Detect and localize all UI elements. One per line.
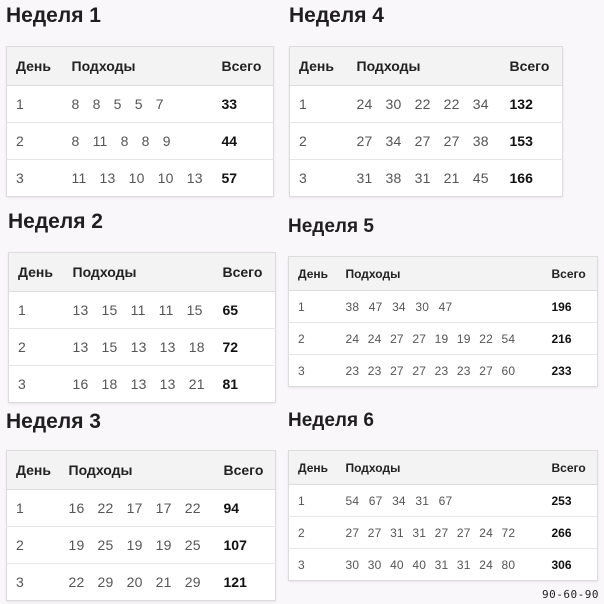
total-cell: 196: [543, 291, 598, 323]
day-cell: 2: [9, 329, 64, 366]
day-header: День: [7, 47, 63, 86]
day-cell: 2: [7, 123, 63, 160]
day-cell: 2: [289, 323, 337, 355]
total-cell: 153: [501, 123, 563, 160]
day-cell: 2: [290, 123, 348, 160]
sets-cell: 24 30 22 22 34: [348, 86, 501, 123]
week-2-table: [8, 252, 276, 403]
total-header: Всего: [543, 451, 598, 485]
table-row: [289, 355, 598, 387]
day-cell: 3: [7, 160, 63, 197]
total-cell: 266: [543, 517, 598, 549]
sets-header: Подходы: [64, 253, 214, 292]
table-header-row: [9, 253, 276, 292]
day-header: День: [9, 253, 64, 292]
table-header-row: [290, 47, 563, 86]
week-4-table: [289, 46, 563, 197]
table-row: [290, 123, 563, 160]
total-header: Всего: [214, 253, 276, 292]
week-1-title: Неделя 1: [6, 4, 101, 27]
table-row: [289, 485, 598, 517]
table-header-row: [289, 451, 598, 485]
day-cell: 1: [289, 291, 337, 323]
sets-cell: 8 11 8 8 9: [63, 123, 213, 160]
sets-header: Подходы: [348, 47, 501, 86]
table-row: [289, 517, 598, 549]
week-3-title: Неделя 3: [6, 410, 101, 433]
total-cell: 94: [215, 490, 276, 527]
table-row: [9, 366, 276, 403]
day-cell: 1: [7, 86, 63, 123]
day-cell: 1: [290, 86, 348, 123]
day-header: День: [7, 451, 60, 490]
table-row: [7, 490, 276, 527]
table-row: [7, 564, 276, 601]
day-cell: 3: [9, 366, 64, 403]
day-cell: 2: [289, 517, 337, 549]
sets-header: Подходы: [63, 47, 213, 86]
sets-cell: 27 34 27 27 38: [348, 123, 501, 160]
total-cell: 44: [213, 123, 274, 160]
sets-cell: 19 25 19 19 25: [60, 527, 215, 564]
week-4-title: Неделя 4: [289, 4, 384, 27]
sets-cell: 24 24 27 27 19 19 22 54: [337, 323, 543, 355]
sets-cell: 8 8 5 5 7: [63, 86, 213, 123]
sets-cell: 22 29 20 21 29: [60, 564, 215, 601]
sets-header: Подходы: [337, 451, 543, 485]
sets-cell: 27 27 31 31 27 27 24 72: [337, 517, 543, 549]
day-cell: 1: [9, 292, 64, 329]
table-row: [9, 329, 276, 366]
sets-cell: 13 15 11 11 15: [64, 292, 214, 329]
total-cell: 233: [543, 355, 598, 387]
total-cell: 121: [215, 564, 276, 601]
total-cell: 306: [543, 549, 598, 581]
table-row: [290, 86, 563, 123]
day-cell: 1: [7, 490, 60, 527]
day-header: День: [289, 451, 337, 485]
watermark: 90-60-90: [542, 588, 599, 601]
week-3-table: [6, 450, 276, 601]
day-cell: 3: [290, 160, 348, 197]
table-row: [7, 527, 276, 564]
day-cell: 2: [7, 527, 60, 564]
total-header: Всего: [215, 451, 276, 490]
table-row: [7, 86, 274, 123]
week-2-title: Неделя 2: [8, 210, 103, 233]
sets-cell: 23 23 27 27 23 23 27 60: [337, 355, 543, 387]
sets-cell: 13 15 13 13 18: [64, 329, 214, 366]
table-row: [7, 123, 274, 160]
sets-cell: 38 47 34 30 47: [337, 291, 543, 323]
total-cell: 57: [213, 160, 274, 197]
table-row: [289, 323, 598, 355]
day-header: День: [289, 257, 337, 291]
total-cell: 65: [214, 292, 276, 329]
total-header: Всего: [501, 47, 563, 86]
total-header: Всего: [213, 47, 274, 86]
week-5-title: Неделя 5: [288, 216, 374, 237]
week-1-table: [6, 46, 274, 197]
day-cell: 3: [7, 564, 60, 601]
table-row: [290, 160, 563, 197]
sets-cell: 16 22 17 17 22: [60, 490, 215, 527]
week-6-table: [288, 450, 598, 581]
week-5-table: [288, 256, 598, 387]
table-header-row: [7, 47, 274, 86]
sets-cell: 11 13 10 10 13: [63, 160, 213, 197]
total-cell: 166: [501, 160, 563, 197]
sets-cell: 30 30 40 40 31 31 24 80: [337, 549, 543, 581]
table-row: [289, 549, 598, 581]
day-cell: 3: [289, 355, 337, 387]
week-6-title: Неделя 6: [288, 410, 374, 431]
total-cell: 81: [214, 366, 276, 403]
total-cell: 33: [213, 86, 274, 123]
sets-cell: 31 38 31 21 45: [348, 160, 501, 197]
table-header-row: [7, 451, 276, 490]
total-header: Всего: [543, 257, 598, 291]
table-row: [7, 160, 274, 197]
day-cell: 1: [289, 485, 337, 517]
day-cell: 3: [289, 549, 337, 581]
total-cell: 107: [215, 527, 276, 564]
sets-cell: 54 67 34 31 67: [337, 485, 543, 517]
table-row: [289, 291, 598, 323]
table-row: [9, 292, 276, 329]
total-cell: 216: [543, 323, 598, 355]
sets-header: Подходы: [337, 257, 543, 291]
total-cell: 72: [214, 329, 276, 366]
day-header: День: [290, 47, 348, 86]
sets-header: Подходы: [60, 451, 215, 490]
total-cell: 253: [543, 485, 598, 517]
sets-cell: 16 18 13 13 21: [64, 366, 214, 403]
table-header-row: [289, 257, 598, 291]
total-cell: 132: [501, 86, 563, 123]
